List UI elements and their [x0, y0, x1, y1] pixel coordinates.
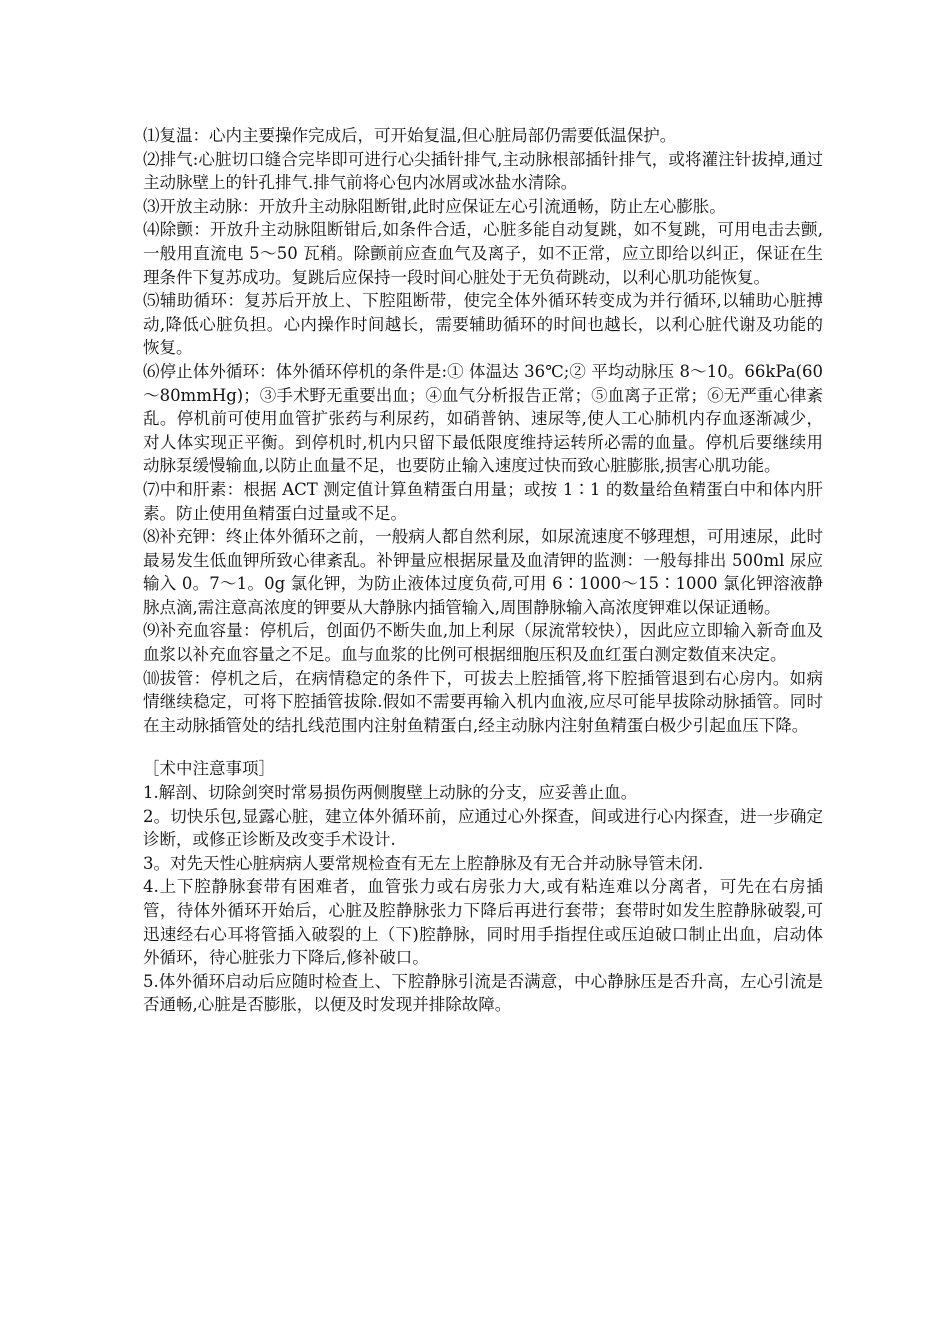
step-defibrillation: ⑷除颤：开放升主动脉阻断钳后,如条件合适，心脏多能自动复跳，如不复跳，可用电击去颤,一般用直流电 5～50 瓦稍。除颤前应查血气及离子，如不正常，应立即给以纠正，保证在生理条件下复苏成功。复跳后应保持一段时间心脏处于无负荷跳动，以利心肌功能恢复。 [143, 220, 823, 287]
step-rewarming: ⑴复温：心内主要操作完成后，可开始复温,但心脏局部仍需要低温保护。 [143, 126, 677, 145]
note-item-5: 5.体外循环启动后应随时检查上、下腔静脉引流是否满意，中心静脉压是否升高，左心引流是否通畅,心脏是否膨胀，以便及时发现并排除故障。 [143, 971, 823, 1015]
note-item-3: 3。对先天性心脏病病人要常规检查有无左上腔静脉及有无合并动脉导管未闭. [143, 853, 704, 873]
step-potassium: ⑻补充钾：终止体外循环之前，一般病人都自然利尿，如尿流速度不够理想，可用速尿，此时最易发生低血钾所致心律紊乱。补钾量应根据尿量及血清钾的监测：一般每排出 500ml 尿应输入 0。7～1。0g 氯化钾，为防止液体过度负荷,可用 6∶1000～15∶1000 氯化钾溶液静脉点滴,需注意高浓度的钾要从大静脉内插管输入,周围静脉输入高浓度钾难以保证通畅。 [143, 527, 823, 617]
note-item-4: 4.上下腔静脉套带有困难者，血管张力或右房张力大,或有粘连难以分离者，可先在右房插管，待体外循环开始后，心脏及腔静脉张力下降后再进行套带；套带时如发生腔静脉破裂,可迅速经右心耳将管插入破裂的上（下)腔静脉，同时用手指捏住或压迫破口制止出血，启动体外循环，待心脏张力下降后,修补破口。 [143, 877, 823, 968]
section-gap [143, 737, 823, 757]
step-decannulation: ⑽拔管：停机之后，在病情稳定的条件下，可拔去上腔插管,将下腔插管退到右心房内。如病情继续稳定，可将下腔插管拔除.假如不需要再输入机内血液,应尽可能早拔除动脉插管。同时在主动脉插管处的结扎线范围内注射鱼精蛋白,经主动脉内注射鱼精蛋白极少引起血压下降。 [143, 668, 823, 735]
note-item-1: 1.解剖、切除剑突时常易损伤两侧腹壁上动脉的分支，应妥善止血。 [143, 783, 638, 803]
step-open-aorta: ⑶开放主动脉：开放升主动脉阻断钳,此时应保证左心引流通畅，防止左心膨胀。 [143, 196, 726, 216]
step-assisted-circulation: ⑸辅助循环：复苏后开放上、下腔阻断带，使完全体外循环转变成为并行循环,以辅助心脏搏动,降低心脏负担。心内操作时间越长，需要辅助循环的时间也越长，以利心脏代谢及功能的恢复。 [143, 291, 823, 358]
step-stop-bypass: ⑹停止体外循环：体外循环停机的条件是:① 体温达 36℃;② 平均动脉压 8～10。66kPa(60～80mmHg)；③手术野无重要出血；④血气分析报告正常；⑤血离子正常；⑥无严重心律紊乱。停机前可使用血管扩张药与利尿药，如硝普钠、速尿等,使人工心肺机内存血逐渐减少，对人体实现正平衡。到停机时,机内只留下最低限度维持运转所必需的血量。停机后要继续用动脉泵缓慢输血,以防止血量不足，也要防止输入速度过快而致心脏膨胀,损害心肌功能。 [143, 361, 823, 476]
step-neutralize-heparin: ⑺中和肝素：根据 ACT 测定值计算鱼精蛋白用量；或按 1∶1 的数量给鱼精蛋白中和体内肝素。防止使用鱼精蛋白过量或不足。 [143, 479, 823, 523]
step-blood-volume: ⑼补充血容量：停机后，创面仍不断失血,加上利尿（尿流常较快），因此应立即输入新奇血及血浆以补充血容量之不足。血与血浆的比例可根据细胞压积及血红蛋白测定数值来决定。 [143, 621, 823, 665]
notes-section-title: ［术中注意事项］ [143, 759, 275, 779]
step-deairing: ⑵排气:心脏切口缝合完毕即可进行心尖插针排气,主动脉根部插针排气，或将灌注针拔掉,通过主动脉壁上的针孔排气.排气前将心包内冰屑或冰盐水清除。 [143, 149, 823, 193]
document-page [143, 124, 823, 1017]
note-item-2: 2。切快乐包,显露心脏，建立体外循环前，应通过心外探查，间或进行心内探查，进一步确定诊断，或修正诊断及改变手术设计. [143, 806, 823, 850]
